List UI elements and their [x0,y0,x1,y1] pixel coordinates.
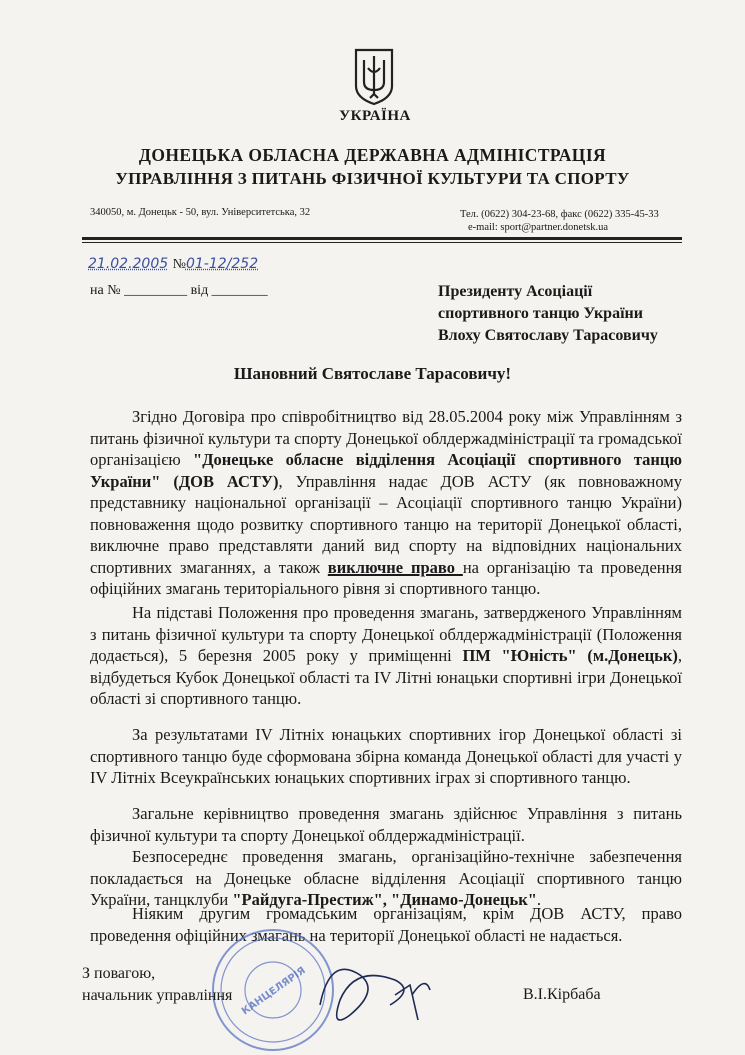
text-run: Загальне керівництво проведення змагань здійснює Управління з питань фізичної культури та спорту Донецької облдержадміністрації. [90,804,682,845]
closing-block [82,963,232,1007]
header-rule-thick [82,237,682,240]
text-run: . [536,890,542,909]
text-run: Безпосереднє проведення змагань, організаційно-технічне забезпечення покладається на Донецьке обласне відділення Асоціації спортивного танцю України, танцклуби [90,847,682,909]
paragraph-1 [90,406,682,600]
trident-emblem-icon [350,46,398,106]
text-run: , Управління надає ДОВ АСТУ (як повноважному представнику національної організації – Асоціації спортивного танцю України) повноваження щодо розвитку спортивного танцю на території Донецької області, виключне право представляти даний вид спорту на відповідних національних спортивних змаганнях, а також [90,471,682,577]
paragraph-6 [90,903,682,946]
postal-address: 340050, м. Донецьк - 50, вул. Університетська, 32 [90,207,311,218]
text-run: На підставі Положення про проведення змагань, затвердженого Управлінням з питань фізичної культури та спорту Донецької облдержадміністрації (Положення додається), 5 березня 2005 року у приміщенні [90,603,682,665]
dance-clubs-bold: "Райдуга-Престиж", "Динамо-Донецьк" [232,890,537,909]
text-run: на організацію та проведення офіційних змагань територіального рівня зі спортивного танцю. [90,557,683,598]
text-run: , відбудеться Кубок Донецької області та IV Літні юнацьки спортивні ігри Донецької області зі спортивного танцю. [90,646,682,708]
number-sign: № [172,257,186,272]
signer-position: начальник управління [82,987,233,1004]
paragraph-2 [90,602,682,710]
text-run: За результатами IV Літніх юнацьких спортивних ігор Донецької області зі спортивного танцю буде сформована збірна команда Донецької області для участі у IV Літніх Всеукраїнських юнацьких спортивних іграх зі спортивного танцю. [90,725,682,787]
addressee-line-3: Влоху Святославу Тарасовичу [438,327,658,344]
exclusive-right-emphasis: виключне право [327,557,463,577]
administration-title: ДОНЕЦЬКА ОБЛАСНА ДЕРЖАВНА АДМІНІСТРАЦІЯ [138,145,607,165]
email-address: e-mail: sport@partner.donetsk.ua [468,222,609,233]
paragraph-5 [90,846,682,911]
org-name-bold: "Донецьке обласне відділення Асоціації спортивного танцю України" (ДОВ АСТУ) [90,450,683,491]
department-title: УПРАВЛІННЯ З ПИТАНЬ ФІЗИЧНОЇ КУЛЬТУРИ ТА СПОРТУ [115,169,630,188]
salutation: Шановний Святославе Тарасовичу! [233,364,512,383]
stamp-center-text: КАНЦЕЛЯРІЯ [239,965,308,1018]
handwritten-signature-icon [300,945,440,1035]
header-rule-thin [82,242,682,243]
phone-fax: Тел. (0622) 304-23-68, факс (0622) 335-45-33 [460,209,659,220]
country-name: УКРАЇНА [339,108,411,124]
reference-line: на № _________ від ________ [90,283,268,298]
signer-name: В.І.Кірбаба [523,986,601,1003]
paragraph-4 [90,803,682,846]
text-run: Згідно Договіра про співробітництво від 28.05.2004 року між Управлінням з питань фізичної культури та спорту Донецької облдержадміністрації та громадської організацією [90,407,682,469]
venue-bold: ПМ "Юність" (м.Донецьк) [462,646,678,665]
text-run: Ніяким другим громадським організаціям, крім ДОВ АСТУ, право проведення офіційних змагань на території Донецької області не надається. [90,904,682,945]
addressee-line-1: Президенту Асоціації [438,283,593,300]
contact-block [460,208,659,234]
paragraph-3 [90,724,682,789]
registration-date: 21.02.2005 [88,256,169,272]
closing-regards: З повагою, [82,965,156,982]
addressee-line-2: спортивного танцю України [438,305,643,322]
registration-number: 01-12/252 [185,256,259,272]
registration-line [88,256,258,273]
